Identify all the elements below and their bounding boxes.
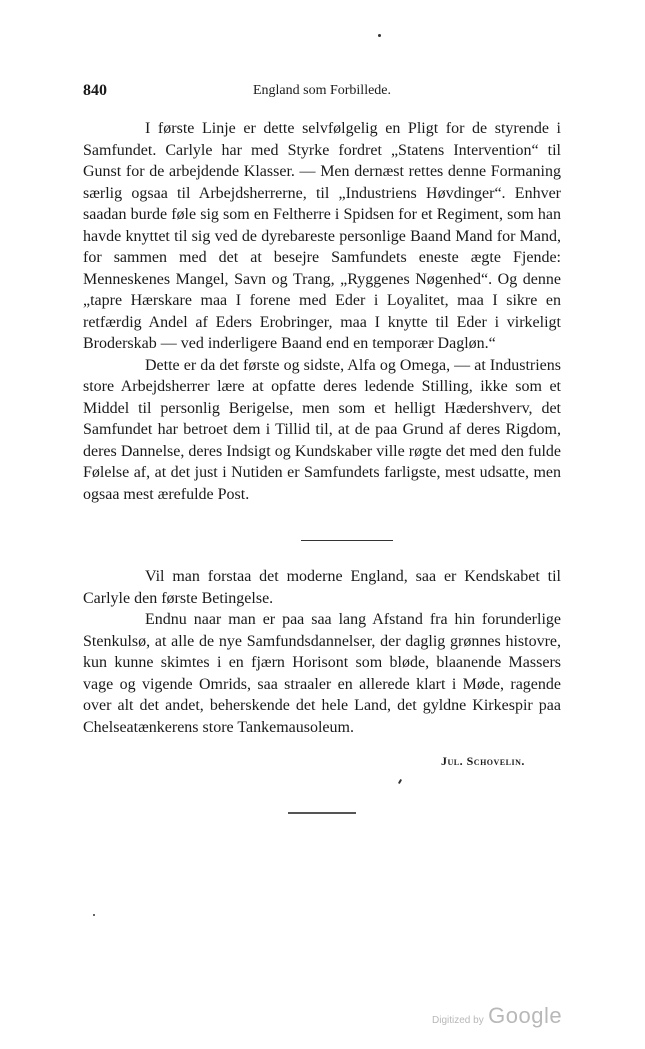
section-1-text — [83, 118, 561, 505]
paragraph: Endnu naar man er paa saa lang Afstand fra hin forunderlige Stenkulsø, at alle de nye Samfundsdannelser, der daglig grønnes histovre, kun kunne skimtes i en fjærn Horisont som bløde, blaanende Massers vage og vigende Omrids, saa straaler en allerede klart i Møde, ragende over alt det andet, beherskende det hele Land, det gyldne Kirkespir paa Chelseatænkerens store Tankemausoleum. — [83, 611, 561, 736]
section-divider — [301, 540, 393, 541]
paragraph: I første Linje er dette selvfølgelig en Pligt for de styrende i Samfundet. Carlyle har med Styrke fordret „Statens Intervention“ til Gunst for de arbejdende Klasser. — Men dernæst rettes denne Formaning særlig ogsaa til Arbejdsherrerne, til „Industriens Høvdinger“. Enhver saadan burde føle sig som en Feltherre i Spidsen for et Regiment, som han havde knyttet til sig ved de dyrebareste personlige Baand Mand for Mand, for sammen med det at besejre Samfundets eneste ægte Fjende: Menneskenes Mangel, Savn og Trang, „Ryggenes Nøgenhed“. Og denne „tapre Hærskare maa I forene med Eder i Loyalitet, maa I sikre en retfærdig Andel af Eders Erobringer, maa I knytte til Eder i virkeligt Broderskab — ved inderligere Baand end en temporær Dagløn.“ — [83, 120, 561, 352]
watermark-prefix: Digitized by — [432, 1015, 484, 1026]
ink-speck — [93, 914, 95, 916]
paragraph: Vil man forstaa det moderne England, saa er Kendskabet til Carlyle den første Betingelse. — [83, 568, 561, 607]
running-title: England som Forbillede. — [252, 83, 392, 98]
ink-mark — [398, 779, 402, 784]
section-2-text — [83, 566, 561, 738]
paragraph: Dette er da det første og sidste, Alfa og Omega, — at Industriens store Arbejdsherrer lære at opfatte deres ledende Stilling, ikke som et Middel til personlig Berigelse, men som et helligt Hædershverv, det Samfundet har betroet dem i Tillid til, at de paa Grund af deres Rigdom, deres Dannelse, deres Indsigt og Kundskaber ville røgte det med den fulde Følelse af, at det just i Nutiden er Samfundets farligste, mest udsatte, men ogsaa mest ærefulde Post. — [83, 356, 561, 503]
author-signature: Jul. Schovelin. — [441, 754, 525, 768]
page-header — [83, 82, 561, 104]
page-number: 840 — [83, 82, 107, 99]
ink-speck — [378, 34, 381, 37]
google-logo: Google — [488, 1003, 563, 1028]
digitized-watermark — [432, 1003, 562, 1029]
end-divider — [288, 812, 356, 814]
